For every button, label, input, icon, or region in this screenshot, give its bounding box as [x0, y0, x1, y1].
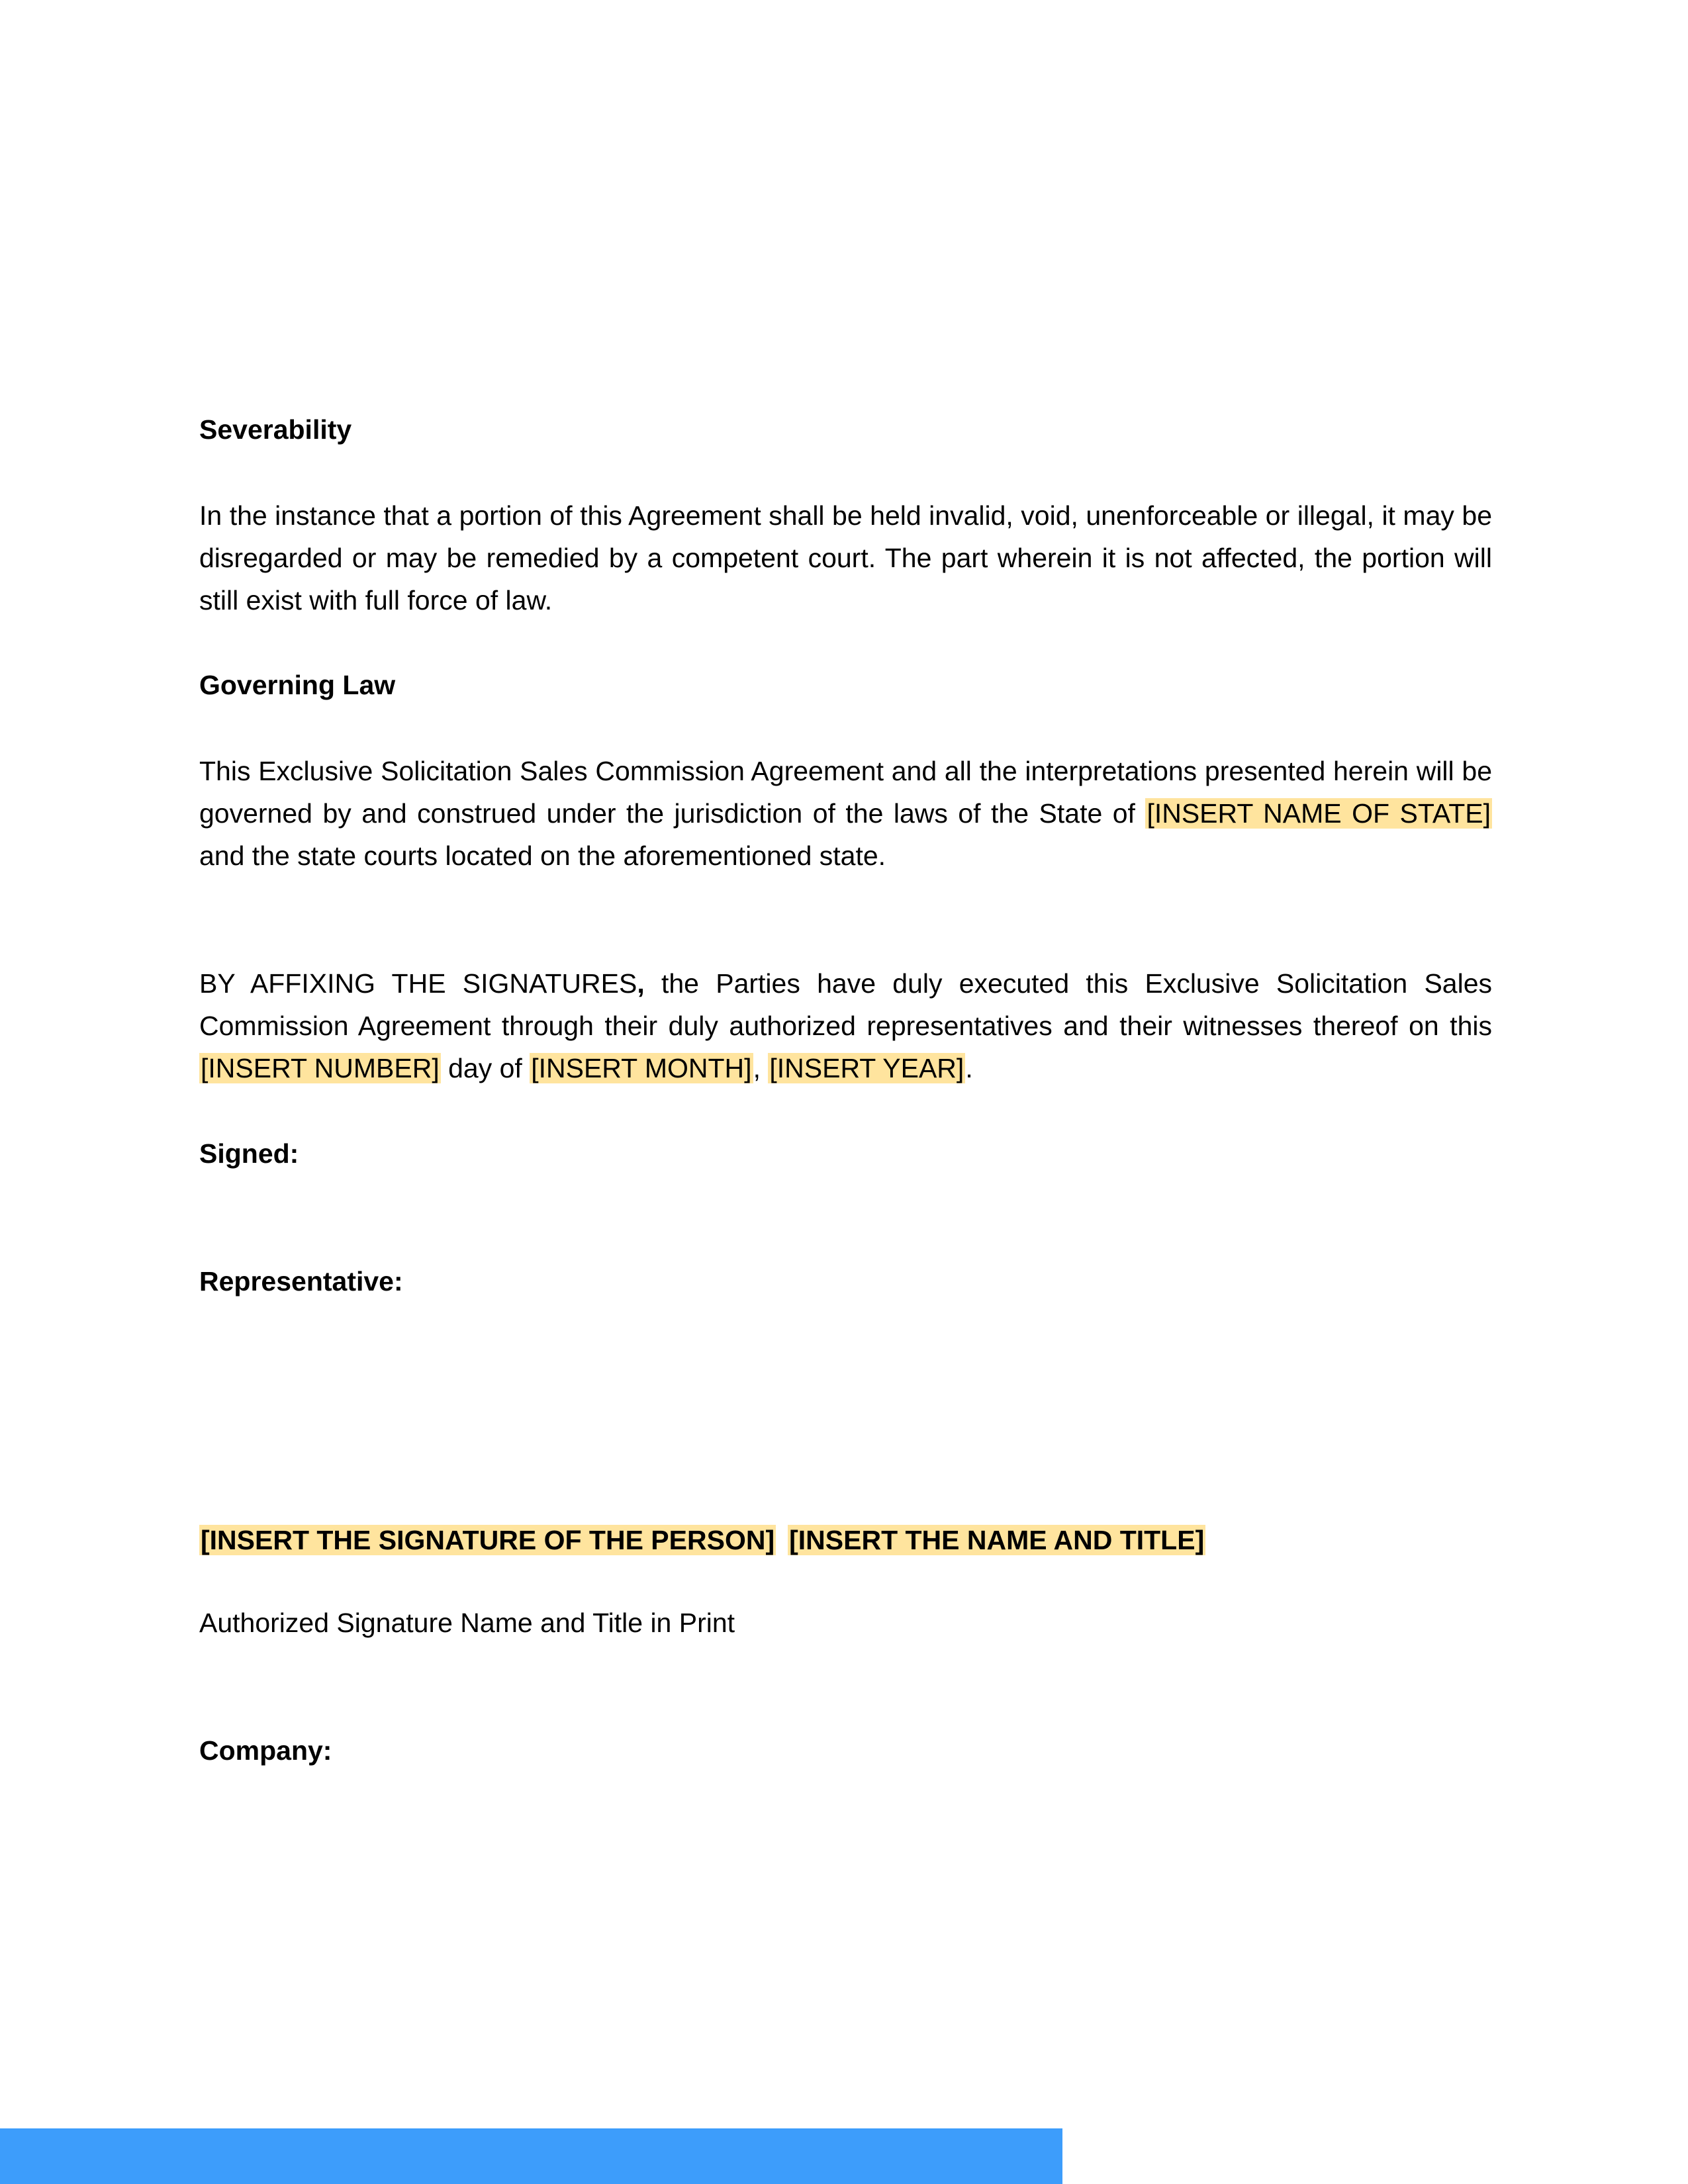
severability-paragraph: In the instance that a portion of this Agreement shall be held invalid, void, unenforceable or illegal, it may be disregarded or may be remedied by a competent court. The part wherein it is not affected, the portion will still exist with full force of law.: [199, 500, 1492, 615]
footer-accent-bar: [0, 2128, 1062, 2184]
execution-lead: BY AFFIXING THE SIGNATURES: [199, 968, 637, 999]
day-number-placeholder: [INSERT NUMBER]: [201, 1053, 440, 1083]
execution-comma: ,: [637, 968, 645, 999]
execution-end: .: [965, 1053, 973, 1083]
governing-law-text-2: and the state courts located on the aforementioned state.: [199, 841, 886, 871]
execution-text-2: day of: [440, 1053, 530, 1083]
year-placeholder: [INSERT YEAR]: [769, 1053, 964, 1083]
governing-law-text-1: This Exclusive Solicitation Sales Commission Agreement and all the interpretations presented herein will be governed by and construed under the jurisdiction of the laws of the State of: [199, 756, 1492, 829]
execution-paragraph: [199, 962, 1492, 1089]
company-label: Company:: [199, 1735, 332, 1766]
signature-placeholder: [INSERT THE SIGNATURE OF THE PERSON]: [201, 1525, 775, 1555]
governing-law-heading: Governing Law: [199, 670, 396, 700]
signed-label: Signed:: [199, 1138, 299, 1169]
execution-text-1: the Parties have duly executed this Exclusive Solicitation Sales Commission Agreement through their duly authorized representatives and their witnesses thereof on this: [199, 968, 1493, 1041]
state-placeholder: [INSERT NAME OF STATE]: [1147, 798, 1491, 829]
month-placeholder: [INSERT MONTH]: [531, 1053, 752, 1083]
execution-separator: ,: [753, 1053, 769, 1083]
signature-placeholder-row: [199, 1519, 1205, 1561]
severability-heading: Severability: [199, 414, 352, 445]
name-title-placeholder: [INSERT THE NAME AND TITLE]: [789, 1525, 1205, 1555]
signature-caption: Authorized Signature Name and Title in Print: [199, 1608, 735, 1638]
representative-label: Representative:: [199, 1266, 403, 1297]
governing-law-paragraph: [199, 750, 1492, 877]
